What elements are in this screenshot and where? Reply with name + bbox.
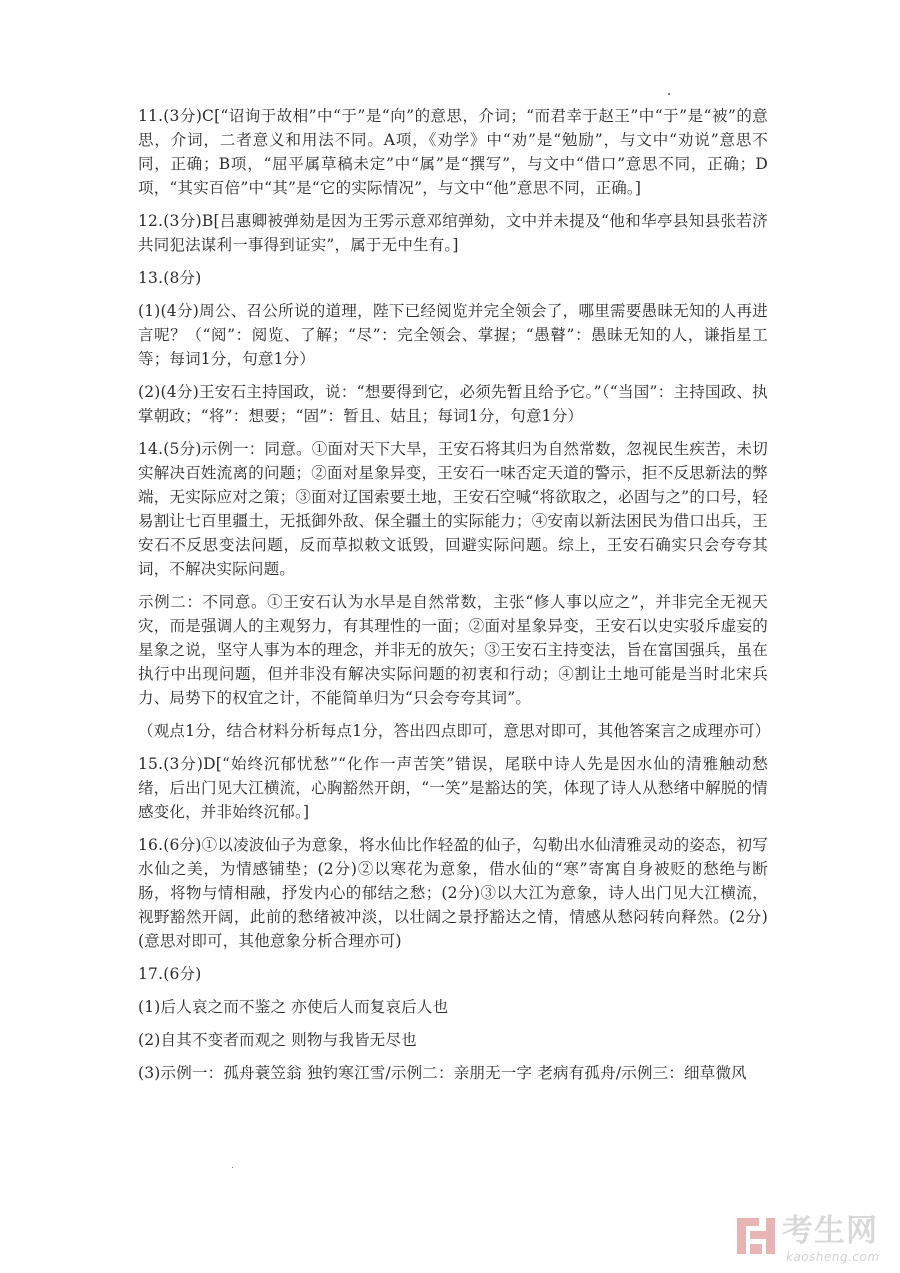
answer-document <box>138 104 771 1094</box>
watermark-subtitle: kaosheng.com <box>786 1250 880 1264</box>
answer-17-2: (2)自其不变者而观之 则物与我皆无尽也 <box>138 1031 417 1049</box>
answer-11: 11.(3分)C[“诏询于故相”中“于”是“向”的意思，介词；“而君幸于赵王”中“于”是“被”的意思，介词，二者意义和用法不同。A项，《劝学》中“劝”是“勉励”，与文中“劝说”意思不同，正确；B项，“屈平属草稿未定”中“属”是“撰写”，与文中“借口”意思不同，正确；D项，“其实百倍”中“其”是“它的实际情况”，与文中“他”意思不同，正确。] <box>138 107 768 197</box>
kaosheng-logo-icon <box>736 1216 776 1256</box>
watermark-title: 考生网 <box>782 1213 878 1249</box>
answer-17-heading: 17.(6分) <box>138 965 202 983</box>
answer-14-scoring-note: （观点1分，结合材料分析每点1分，答出四点即可，意思对即可，其他答案言之成理亦可） <box>138 722 771 740</box>
answer-17-1: (1)后人哀之而不鉴之 亦使后人而复哀后人也 <box>138 998 449 1016</box>
scan-speck-top <box>668 93 670 95</box>
answer-15: 15.(3分)D[“始终沉郁忧愁”“化作一声苦笑”错误，尾联中诗人先是因水仙的清雅触动愁绪，后出门见大江横流，心胸豁然开朗，“一笑”是豁达的笑，体现了诗人从愁绪中解脱的情感变化，并非始终沉郁。] <box>138 755 768 821</box>
scan-speck-bottom <box>232 1167 233 1168</box>
answer-13-heading: 13.(8分) <box>138 269 202 287</box>
answer-13-2: (2)(4分)王安石主持国政，说：“想要得到它，必须先暂且给予它。”（“当国”：主持国政、执掌朝政；“将”：想要；“固”：暂且、姑且；每词1分，句意1分） <box>138 383 768 425</box>
answer-17-3: (3)示例一：孤舟蓑笠翁 独钓寒江雪/示例二：亲朋无一字 老病有孤舟/示例三：细草微风 <box>138 1064 747 1082</box>
answer-13-1: (1)(4分)周公、召公所说的道理，陛下已经阅览并完全领会了，哪里需要愚昧无知的人再进言呢？（“阅”：阅览、了解；“尽”：完全领会、掌握；“愚瞽”：愚昧无知的人，谦指星工等；每词1分，句意1分） <box>138 302 768 368</box>
answer-14-example-1: 14.(5分)示例一：同意。①面对天下大旱，王安石将其归为自然常数，忽视民生疾苦，未切实解决百姓流离的问题；②面对星象异变，王安石一味否定天道的警示，拒不反思新法的弊端，无实际应对之策；③面对辽国索要土地，王安石空喊“将欲取之，必固与之”的口号，轻易割让七百里疆土，无抵御外敌、保全疆土的实际能力；④安南以新法困民为借口出兵，王安石不反思变法问题，反而草拟敕文诋毁，回避实际问题。综上，王安石确实只会夸夸其词，不解决实际问题。 <box>138 440 768 578</box>
answer-16: 16.(6分)①以凌波仙子为意象，将水仙比作轻盈的仙子，勾勒出水仙清雅灵动的姿态，初写水仙之美，为情感铺垫；(2分)②以寒花为意象，借水仙的“寒”寄寓自身被贬的愁绝与断肠，将物与情相融，抒发内心的郁结之愁；(2分)③以大江为意象，诗人出门见大江横流，视野豁然开阔，此前的愁绪被冲淡，以壮阔之景抒豁达之情，情感从愁闷转向释然。(2分)(意思对即可，其他意象分析合理亦可) <box>138 836 768 950</box>
kaosheng-watermark <box>736 1212 886 1268</box>
answer-12: 12.(3分)B[吕惠卿被弹劾是因为王雱示意邓绾弹劾，文中并未提及“他和华亭县知县张若济共同犯法谋利一事得到证实”，属于无中生有。] <box>138 212 768 254</box>
answer-14-example-2: 示例二：不同意。①王安石认为水旱是自然常数，主张“修人事以应之”，并非完全无视天灾，而是强调人的主观努力，有其理性的一面；②面对星象异变，王安石以史实驳斥虚妄的星象之说，坚守人事为本的理念，并非无的放矢；③王安石主持变法，旨在富国强兵，虽在执行中出现问题，但并非没有解决实际问题的初衷和行动；④割让土地可能是当时北宋兵力、局势下的权宜之计，不能简单归为“只会夸夸其词”。 <box>138 593 768 707</box>
